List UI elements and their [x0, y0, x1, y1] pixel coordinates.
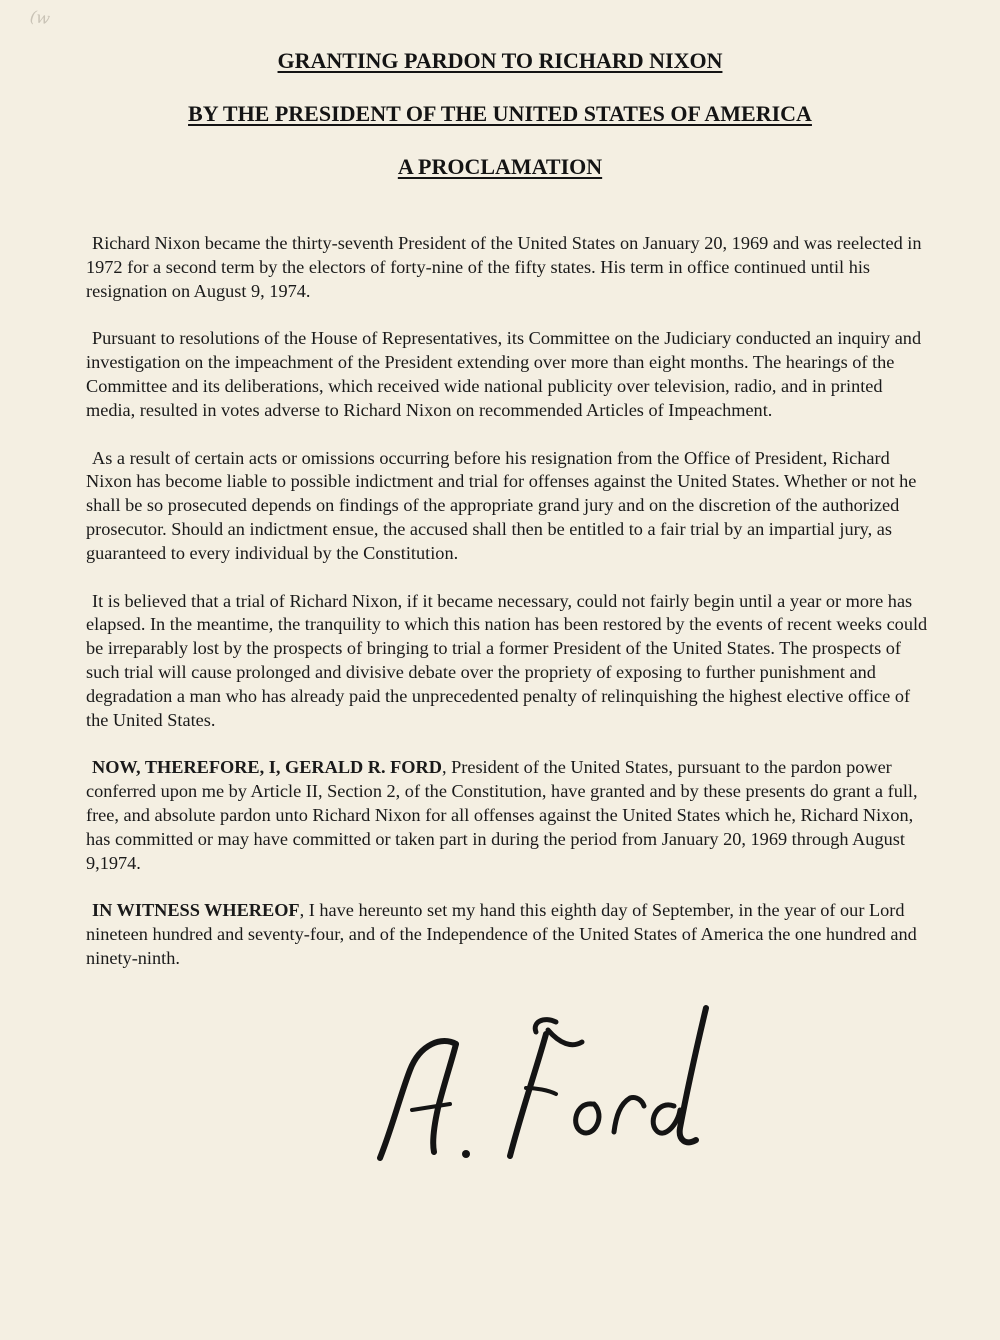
title-line-1: GRANTING PARDON TO RICHARD NIXON — [277, 48, 723, 73]
paragraph-term-of-office: Richard Nixon became the thirty-seventh President of the United States on January 20, 1969 and was reelected in 1972 for a second term by the electors of forty-nine of the fifty states. His term in office continued until his resignation on August 9, 1974. — [86, 233, 922, 301]
paragraph-witness — [86, 899, 934, 970]
witness-lead: IN WITNESS WHEREOF — [92, 900, 300, 921]
paragraph-liability: As a result of certain acts or omissions occurring before his resignation from the Office of President, Richard Nixon has become liable to possible indictment and trial for offenses against the United States. Whether or not he shall be so prosecuted depends on findings of the appropriate grand jury and on the discretion of the authorized prosecutor. Should an indictment ensue, the accused shall then be entitled to a fair trial by an impartial jury, as guaranteed to every individual by the Constitution. — [86, 447, 917, 563]
paragraph-pardon-grant — [86, 756, 934, 875]
paragraph-impeachment-inquiry: Pursuant to resolutions of the House of Representatives, its Committee on the Judiciary conducted an inquiry and investigation on the impeachment of the President extending over more than eight months. The hearings of the Committee and its deliberations, which received wide national publicity over television, radio, and in printed media, resulted in votes adverse to Richard Nixon on recommended Articles of Impeachment. — [86, 328, 922, 420]
signature-g-ford — [360, 1000, 740, 1180]
witness-text: , I have hereunto set my hand this eighth day of September, in the year of our Lord nineteen hundred and seventy-four, and of the Independence of the United States of America the one hundred and ninety-ninth. — [86, 900, 917, 968]
title-line-3: A PROCLAMATION — [397, 154, 603, 179]
paragraph-trial-concerns: It is believed that a trial of Richard Nixon, if it became necessary, could not fairly begin until a year or more has elapsed. In the meantime, the tranquility to which this nation has been restored by the events of recent weeks could be irreparably lost by the prospects of bringing to trial a former President of the United States. The prospects of such trial will cause prolonged and divisive debate over the propriety of exposing to further punishment and degradation a man who has already paid the unprecedented penalty of relinquishing the highest elective office of the United States. — [86, 590, 928, 730]
title-line-2: BY THE PRESIDENT OF THE UNITED STATES OF AMERICA — [188, 101, 812, 126]
pardon-grant-lead: NOW, THEREFORE, I, GERALD R. FORD — [92, 757, 442, 778]
proclamation-body — [86, 232, 934, 971]
pardon-grant-text: , President of the United States, pursuant to the pardon power conferred upon me by Article II, Section 2, of the Constitution, have granted and by these presents do grant a full, free, and absolute pardon unto Richard Nixon for all offenses against the United States which he, Richard Nixon, has committed or may have committed or taken part in during the period from January 20, 1969 through August 9,1974. — [86, 757, 918, 873]
pencil-annotation: (w — [28, 6, 52, 29]
